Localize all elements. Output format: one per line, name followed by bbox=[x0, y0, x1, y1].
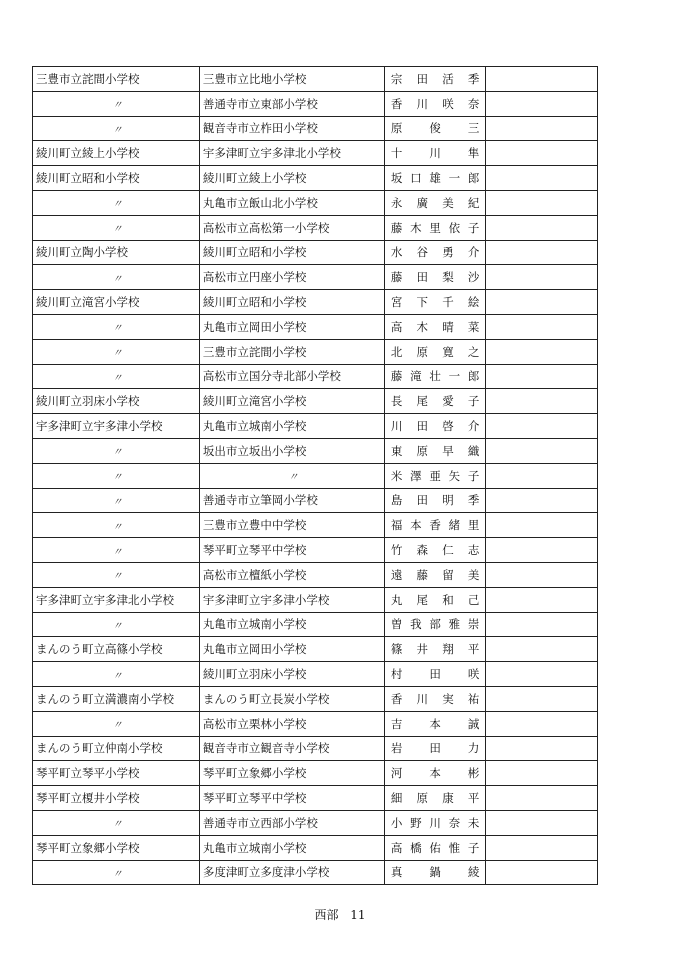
school-cell: 〃 bbox=[33, 810, 200, 835]
school-cell: 〃 bbox=[33, 91, 200, 116]
school-cell: 〃 bbox=[33, 463, 200, 488]
origin-cell: 善通寺市立東部小学校 bbox=[199, 91, 384, 116]
origin-cell: まんのう町立長炭小学校 bbox=[199, 686, 384, 711]
table-row bbox=[33, 711, 598, 736]
note-cell bbox=[486, 860, 598, 885]
origin-cell: 丸亀市立岡田小学校 bbox=[199, 314, 384, 339]
school-cell: まんのう町立高篠小学校 bbox=[33, 637, 200, 662]
note-cell bbox=[486, 562, 598, 587]
origin-cell: 宇多津町立宇多津小学校 bbox=[199, 587, 384, 612]
name-cell bbox=[384, 538, 486, 563]
table-row bbox=[33, 67, 598, 92]
name-cell bbox=[384, 587, 486, 612]
school-cell: 綾川町立羽床小学校 bbox=[33, 389, 200, 414]
table-row bbox=[33, 538, 598, 563]
note-cell bbox=[486, 91, 598, 116]
name-cell bbox=[384, 860, 486, 885]
school-cell: 〃 bbox=[33, 314, 200, 339]
name-cell bbox=[384, 810, 486, 835]
person-name: 原 俊 三 bbox=[390, 121, 480, 136]
note-cell bbox=[486, 290, 598, 315]
origin-cell: 高松市立檀紙小学校 bbox=[199, 562, 384, 587]
note-cell bbox=[486, 488, 598, 513]
origin-cell: 高松市立国分寺北部小学校 bbox=[199, 364, 384, 389]
name-cell bbox=[384, 67, 486, 92]
page-footer bbox=[0, 906, 680, 923]
origin-cell: 観音寺市立観音寺小学校 bbox=[199, 736, 384, 761]
school-cell: 〃 bbox=[33, 190, 200, 215]
name-cell bbox=[384, 240, 486, 265]
school-cell: 〃 bbox=[33, 438, 200, 463]
person-name: 宗 田 活 季 bbox=[390, 71, 480, 86]
note-cell bbox=[486, 314, 598, 339]
origin-cell: 高松市立高松第一小学校 bbox=[199, 215, 384, 240]
origin-cell: 琴平町立琴平中学校 bbox=[199, 786, 384, 811]
person-name: 竹 森 仁 志 bbox=[390, 543, 480, 558]
school-cell: 〃 bbox=[33, 612, 200, 637]
name-cell bbox=[384, 166, 486, 191]
note-cell bbox=[486, 116, 598, 141]
school-cell: 綾川町立陶小学校 bbox=[33, 240, 200, 265]
school-cell: 〃 bbox=[33, 662, 200, 687]
person-name: 小 野 川 奈 未 bbox=[390, 815, 480, 830]
person-name: 福 本 香 緒 里 bbox=[390, 518, 480, 533]
person-name: 水 谷 勇 介 bbox=[390, 245, 480, 260]
origin-cell: 丸亀市立城南小学校 bbox=[199, 835, 384, 860]
table-row bbox=[33, 786, 598, 811]
name-cell bbox=[384, 290, 486, 315]
note-cell bbox=[486, 686, 598, 711]
table-row bbox=[33, 488, 598, 513]
transfer-table bbox=[32, 66, 598, 885]
note-cell bbox=[486, 438, 598, 463]
school-cell: 琴平町立象郷小学校 bbox=[33, 835, 200, 860]
name-cell bbox=[384, 265, 486, 290]
school-cell: まんのう町立満濃南小学校 bbox=[33, 686, 200, 711]
person-name: 東 原 早 織 bbox=[390, 443, 480, 458]
name-cell bbox=[384, 686, 486, 711]
table-row bbox=[33, 389, 598, 414]
table-row bbox=[33, 314, 598, 339]
table-row bbox=[33, 761, 598, 786]
person-name: 永 廣 美 紀 bbox=[390, 195, 480, 210]
origin-cell: 丸亀市立城南小学校 bbox=[199, 414, 384, 439]
table-row bbox=[33, 438, 598, 463]
note-cell bbox=[486, 662, 598, 687]
school-cell: 琴平町立琴平小学校 bbox=[33, 761, 200, 786]
school-cell: 宇多津町立宇多津北小学校 bbox=[33, 587, 200, 612]
origin-cell: 三豊市立豊中中学校 bbox=[199, 513, 384, 538]
name-cell bbox=[384, 414, 486, 439]
person-name: 吉 本 誠 bbox=[390, 716, 480, 731]
page-number: 11 bbox=[350, 908, 366, 922]
table-row bbox=[33, 290, 598, 315]
origin-cell: 琴平町立琴平中学校 bbox=[199, 538, 384, 563]
table-body bbox=[33, 67, 598, 885]
name-cell bbox=[384, 314, 486, 339]
name-cell bbox=[384, 637, 486, 662]
person-name: 細 原 康 平 bbox=[390, 791, 480, 805]
person-name: 十 川 隼 bbox=[390, 146, 480, 161]
name-cell bbox=[384, 662, 486, 687]
table-row bbox=[33, 662, 598, 687]
person-name: 藤 滝 壮 一 郎 bbox=[390, 369, 480, 384]
table-row bbox=[33, 860, 598, 885]
person-name: 香 川 咲 奈 bbox=[390, 96, 480, 111]
note-cell bbox=[486, 141, 598, 166]
name-cell bbox=[384, 463, 486, 488]
note-cell bbox=[486, 637, 598, 662]
school-cell: 〃 bbox=[33, 215, 200, 240]
table-row bbox=[33, 835, 598, 860]
note-cell bbox=[486, 538, 598, 563]
name-cell bbox=[384, 141, 486, 166]
origin-cell: 琴平町立象郷小学校 bbox=[199, 761, 384, 786]
note-cell bbox=[486, 786, 598, 811]
note-cell bbox=[486, 513, 598, 538]
person-name: 篠 井 翔 平 bbox=[390, 642, 480, 657]
table-row bbox=[33, 810, 598, 835]
name-cell bbox=[384, 488, 486, 513]
school-cell: まんのう町立仲南小学校 bbox=[33, 736, 200, 761]
school-cell: 〃 bbox=[33, 711, 200, 736]
origin-cell: 綾川町立滝宮小学校 bbox=[199, 389, 384, 414]
origin-cell: 三豊市立詫間小学校 bbox=[199, 339, 384, 364]
name-cell bbox=[384, 786, 486, 811]
note-cell bbox=[486, 463, 598, 488]
origin-cell: 丸亀市立飯山北小学校 bbox=[199, 190, 384, 215]
person-name: 北 原 寛 之 bbox=[390, 344, 480, 359]
person-name: 藤 田 梨 沙 bbox=[390, 270, 480, 285]
name-cell bbox=[384, 761, 486, 786]
origin-cell: 坂出市立坂出小学校 bbox=[199, 438, 384, 463]
table-row bbox=[33, 364, 598, 389]
table-row bbox=[33, 190, 598, 215]
school-cell: 宇多津町立宇多津小学校 bbox=[33, 414, 200, 439]
table-row bbox=[33, 265, 598, 290]
origin-cell: 多度津町立多度津小学校 bbox=[199, 860, 384, 885]
table-row bbox=[33, 116, 598, 141]
name-cell bbox=[384, 389, 486, 414]
school-cell: 琴平町立榎井小学校 bbox=[33, 786, 200, 811]
person-name: 河 本 彬 bbox=[390, 766, 480, 781]
table-row bbox=[33, 686, 598, 711]
school-cell: 三豊市立詫間小学校 bbox=[33, 67, 200, 92]
note-cell bbox=[486, 364, 598, 389]
note-cell bbox=[486, 240, 598, 265]
school-cell: 〃 bbox=[33, 116, 200, 141]
person-name: 米 澤 亜 矢 子 bbox=[390, 468, 480, 483]
person-name: 高 橋 佑 惟 子 bbox=[390, 840, 480, 855]
note-cell bbox=[486, 761, 598, 786]
note-cell bbox=[486, 339, 598, 364]
roster-sheet bbox=[32, 66, 598, 885]
table-row bbox=[33, 587, 598, 612]
person-name: 川 田 啓 介 bbox=[390, 419, 480, 434]
origin-cell: 観音寺市立柞田小学校 bbox=[199, 116, 384, 141]
note-cell bbox=[486, 736, 598, 761]
note-cell bbox=[486, 265, 598, 290]
school-cell: 綾川町立滝宮小学校 bbox=[33, 290, 200, 315]
origin-cell: 丸亀市立岡田小学校 bbox=[199, 637, 384, 662]
person-name: 真 鍋 綾 bbox=[390, 865, 480, 880]
note-cell bbox=[486, 612, 598, 637]
school-cell: 綾川町立綾上小学校 bbox=[33, 141, 200, 166]
table-row bbox=[33, 141, 598, 166]
person-name: 丸 尾 和 己 bbox=[390, 592, 480, 607]
origin-cell: 綾川町立綾上小学校 bbox=[199, 166, 384, 191]
note-cell bbox=[486, 190, 598, 215]
origin-cell: 三豊市立比地小学校 bbox=[199, 67, 384, 92]
school-cell: 〃 bbox=[33, 538, 200, 563]
table-row bbox=[33, 91, 598, 116]
note-cell bbox=[486, 389, 598, 414]
school-cell: 〃 bbox=[33, 364, 200, 389]
person-name: 香 川 実 祐 bbox=[390, 691, 480, 706]
person-name: 高 木 晴 菜 bbox=[390, 319, 480, 334]
note-cell bbox=[486, 414, 598, 439]
table-row bbox=[33, 562, 598, 587]
note-cell bbox=[486, 166, 598, 191]
school-cell: 〃 bbox=[33, 339, 200, 364]
name-cell bbox=[384, 364, 486, 389]
table-row bbox=[33, 736, 598, 761]
origin-cell: 高松市立栗林小学校 bbox=[199, 711, 384, 736]
name-cell bbox=[384, 215, 486, 240]
table-row bbox=[33, 513, 598, 538]
school-cell: 〃 bbox=[33, 513, 200, 538]
name-cell bbox=[384, 116, 486, 141]
person-name: 長 尾 愛 子 bbox=[390, 394, 480, 409]
person-name: 藤 木 里 依 子 bbox=[390, 220, 480, 235]
origin-cell: 綾川町立羽床小学校 bbox=[199, 662, 384, 687]
table-row bbox=[33, 463, 598, 488]
origin-cell: 高松市立円座小学校 bbox=[199, 265, 384, 290]
person-name: 宮 下 千 絵 bbox=[390, 295, 480, 310]
school-cell: 〃 bbox=[33, 265, 200, 290]
note-cell bbox=[486, 587, 598, 612]
table-row bbox=[33, 612, 598, 637]
origin-cell: 善通寺市立西部小学校 bbox=[199, 810, 384, 835]
person-name: 曽 我 部 雅 崇 bbox=[390, 617, 480, 632]
table-row bbox=[33, 339, 598, 364]
school-cell: 綾川町立昭和小学校 bbox=[33, 166, 200, 191]
note-cell bbox=[486, 835, 598, 860]
table-row bbox=[33, 637, 598, 662]
note-cell bbox=[486, 711, 598, 736]
note-cell bbox=[486, 67, 598, 92]
table-row bbox=[33, 215, 598, 240]
school-cell: 〃 bbox=[33, 562, 200, 587]
name-cell bbox=[384, 438, 486, 463]
school-cell: 〃 bbox=[33, 860, 200, 885]
section-label: 西部 bbox=[314, 908, 339, 922]
person-name: 坂 口 雄 一 郎 bbox=[390, 171, 480, 186]
name-cell bbox=[384, 339, 486, 364]
origin-cell: 善通寺市立筆岡小学校 bbox=[199, 488, 384, 513]
name-cell bbox=[384, 736, 486, 761]
person-name: 岩 田 力 bbox=[390, 741, 480, 756]
note-cell bbox=[486, 810, 598, 835]
name-cell bbox=[384, 91, 486, 116]
school-cell: 〃 bbox=[33, 488, 200, 513]
name-cell bbox=[384, 835, 486, 860]
person-name: 遠 藤 留 美 bbox=[390, 567, 480, 582]
name-cell bbox=[384, 711, 486, 736]
table-row bbox=[33, 414, 598, 439]
person-name: 村 田 咲 bbox=[390, 667, 480, 682]
name-cell bbox=[384, 513, 486, 538]
name-cell bbox=[384, 190, 486, 215]
origin-cell: 綾川町立昭和小学校 bbox=[199, 290, 384, 315]
note-cell bbox=[486, 215, 598, 240]
name-cell bbox=[384, 612, 486, 637]
name-cell bbox=[384, 562, 486, 587]
person-name: 島 田 明 季 bbox=[390, 493, 480, 508]
origin-cell: 綾川町立昭和小学校 bbox=[199, 240, 384, 265]
origin-cell: 〃 bbox=[199, 463, 384, 488]
table-row bbox=[33, 240, 598, 265]
origin-cell: 丸亀市立城南小学校 bbox=[199, 612, 384, 637]
origin-cell: 宇多津町立宇多津北小学校 bbox=[199, 141, 384, 166]
table-row bbox=[33, 166, 598, 191]
